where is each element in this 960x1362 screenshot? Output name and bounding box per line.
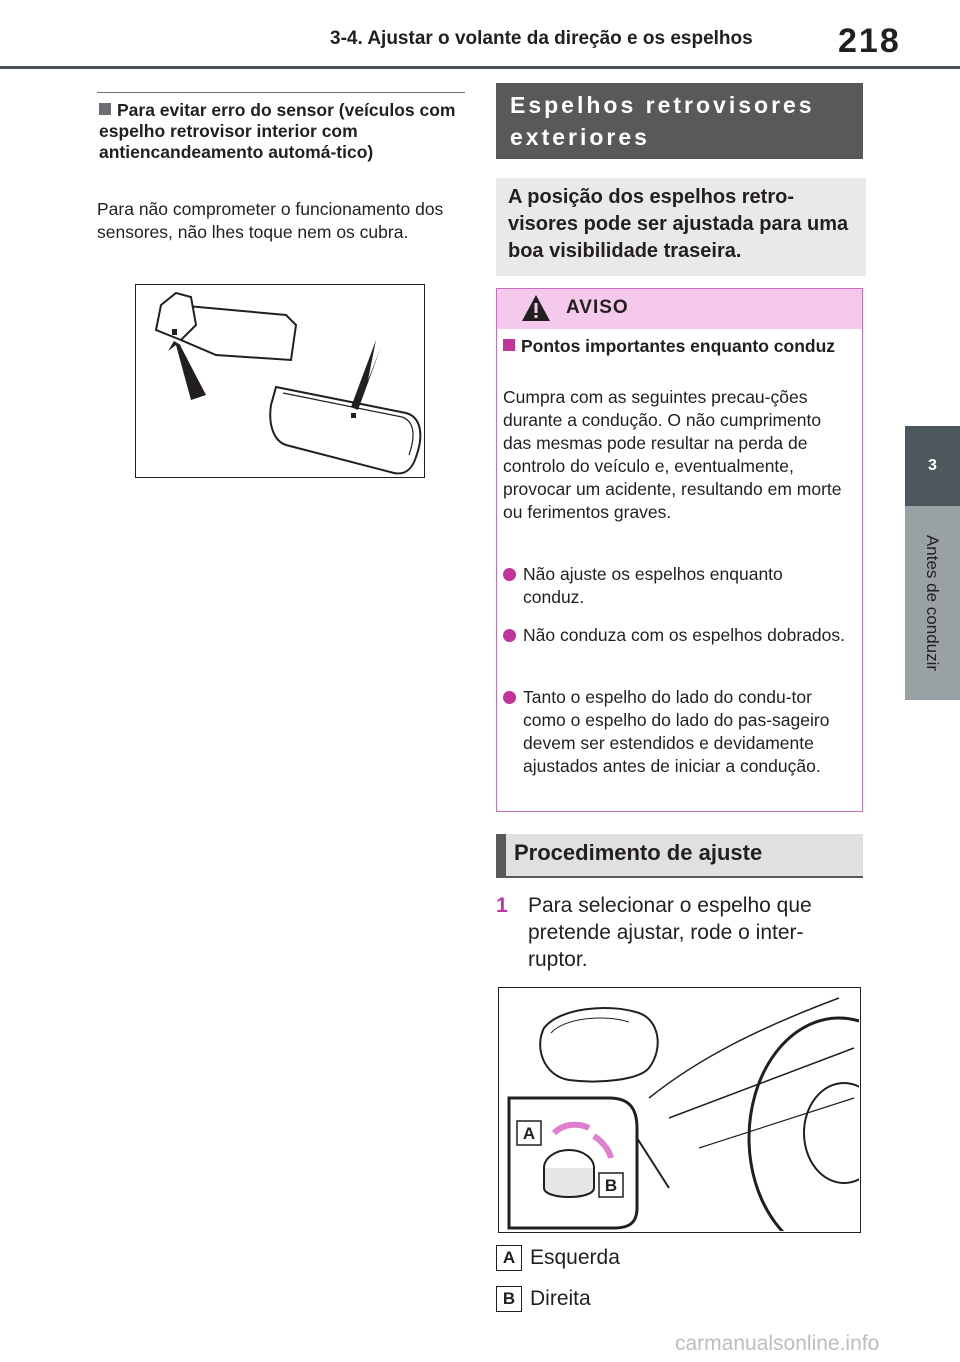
mirror-switch-illustration [498, 987, 861, 1233]
bullet-dot-icon [503, 691, 516, 704]
section-subtitle: A posição dos espelhos retro-visores pode ser ajustada para uma boa visibilidade traseira. [496, 178, 866, 276]
chapter-tab: 3 [905, 426, 960, 506]
legend-item [496, 1245, 620, 1271]
note-body: Para não comprometer o funcionamento dos sensores, não lhes toque nem os cubra. [97, 199, 444, 242]
mirror-switch-drawing [499, 988, 859, 1231]
note-heading-text: Para evitar erro do sensor (veículos com espelho retrovisor interior com antiencandeamento automá-tico) [99, 100, 456, 162]
note-heading [99, 100, 467, 163]
section-title-exterior-mirrors: Espelhos retrovisores exteriores [496, 83, 863, 159]
note-rule [97, 92, 465, 93]
square-bullet-icon [99, 103, 111, 115]
header-title: 3-4. Ajustar o volante da direção e os espelhos [330, 28, 753, 49]
warning-subheading-text: Pontos importantes enquanto conduz [521, 336, 836, 356]
step-1 [496, 892, 856, 973]
figure-label-b: B [604, 1176, 618, 1195]
rear-view-mirror-drawing [136, 285, 423, 476]
legend-label: Direita [530, 1287, 591, 1310]
warning-bullet [503, 563, 848, 609]
watermark: carmanualsonline.info [675, 1332, 880, 1355]
warning-bullet [503, 686, 848, 778]
warning-triangle-icon [520, 292, 552, 324]
step-number: 1 [496, 894, 508, 917]
bullet-dot-icon [503, 568, 516, 581]
legend-item [496, 1286, 591, 1312]
chapter-label: Antes de conduzir [923, 534, 942, 672]
warning-body: Cumpra com as seguintes precau-ções durante a condução. O não cumprimento das mesmas pode resultar na perda de controlo do veículo e, eventualmente, provocar um acidente, resultando em morte ou ferimentos graves. [503, 387, 842, 522]
header-rule [0, 66, 960, 69]
page-number: 218 [838, 22, 901, 60]
warning-bullet-text: Não conduza com os espelhos dobrados. [523, 625, 846, 645]
warning-bullet-text: Não ajuste os espelhos enquanto conduz. [523, 564, 783, 607]
warning-bullet-text: Tanto o espelho do lado do condu-tor como o espelho do lado do pas-sageiro devem ser estendidos e devidamente ajustados antes de iniciar a condução. [523, 687, 830, 776]
figure-label-a: A [522, 1124, 536, 1143]
rear-view-mirror-illustration [135, 284, 425, 478]
legend-label: Esquerda [530, 1246, 620, 1269]
warning-label: AVISO [566, 297, 629, 318]
warning-subheading [503, 335, 853, 357]
bullet-dot-icon [503, 629, 516, 642]
square-bullet-icon [503, 339, 515, 351]
legend-key: A [496, 1245, 522, 1271]
section-title-adjustment: Procedimento de ajuste [496, 834, 863, 878]
warning-bullet [503, 624, 848, 647]
legend-key: B [496, 1286, 522, 1312]
step-text: Para selecionar o espelho que pretende ajustar, rode o inter-ruptor. [528, 894, 812, 971]
